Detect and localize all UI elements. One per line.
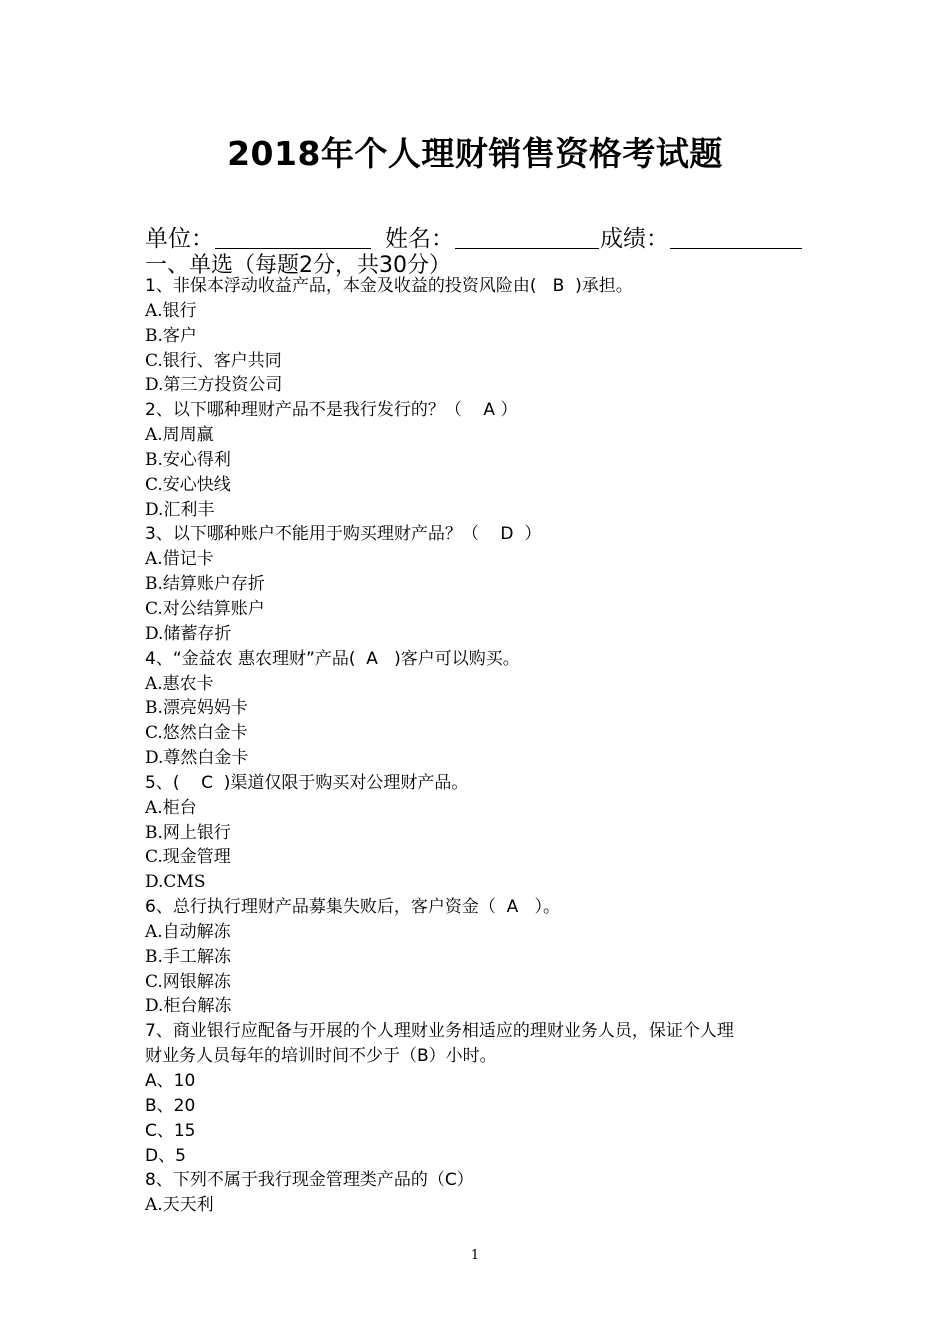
page-number: 1 bbox=[470, 1248, 480, 1263]
option: A.周周赢 bbox=[145, 425, 214, 446]
option: B.客户 bbox=[145, 325, 197, 346]
question-4: 4、“金益农 惠农理财”产品( A )客户可以购买。 bbox=[145, 648, 520, 669]
option: D.储蓄存折 bbox=[145, 623, 232, 644]
question-3: 3、以下哪种账户不能用于购买理财产品？（ D ） bbox=[145, 524, 542, 545]
option: C、15 bbox=[145, 1120, 196, 1141]
question-7-continued: 财业务人员每年的培训时间不少于（B）小时。 bbox=[145, 1046, 497, 1067]
question-list bbox=[145, 274, 813, 1218]
score-label: 成绩： bbox=[600, 226, 669, 252]
question-1: 1、非保本浮动收益产品，本金及收益的投资风险由( B )承担。 bbox=[145, 276, 633, 296]
question-6: 6、总行执行理财产品募集失败后，客户资金（ A ）。 bbox=[145, 897, 560, 918]
option: A.柜台 bbox=[145, 797, 197, 818]
exam-title: 2018年个人理财销售资格考试题 bbox=[227, 134, 723, 173]
question-2: 2、以下哪种理财产品不是我行发行的？（ A ） bbox=[145, 400, 518, 421]
option: D.尊然白金卡 bbox=[145, 748, 249, 769]
option: A.惠农卡 bbox=[145, 673, 214, 694]
option: B.结算账户存折 bbox=[145, 574, 265, 595]
option: D、5 bbox=[145, 1145, 186, 1166]
unit-label: 单位： bbox=[145, 226, 214, 252]
option: C.对公结算账户 bbox=[145, 598, 265, 619]
option: C.现金管理 bbox=[145, 847, 231, 868]
question-7: 7、商业银行应配备与开展的个人理财业务相适应的理财业务人员，保证个人理 bbox=[145, 1021, 734, 1042]
option: B.手工解冻 bbox=[145, 946, 231, 967]
question-8: 8、下列不属于我行现金管理类产品的（C） bbox=[145, 1170, 474, 1191]
option: D.柜台解冻 bbox=[145, 996, 232, 1017]
option: B、20 bbox=[145, 1095, 196, 1116]
option: B.网上银行 bbox=[145, 822, 231, 843]
section-heading: 一、单选（每题2分，共30分） bbox=[145, 253, 451, 278]
option: D.汇利丰 bbox=[145, 499, 215, 520]
option: A.天天利 bbox=[145, 1195, 214, 1216]
option: B.漂亮妈妈卡 bbox=[145, 698, 248, 719]
option: A.银行 bbox=[145, 300, 197, 321]
option: D.CMS bbox=[145, 872, 206, 893]
question-5: 5、( C )渠道仅限于购买对公理财产品。 bbox=[145, 772, 469, 793]
name-blank[interactable] bbox=[455, 248, 599, 249]
option: C.网银解冻 bbox=[145, 971, 231, 992]
score-blank[interactable] bbox=[670, 248, 802, 249]
option: A.借记卡 bbox=[145, 549, 214, 570]
option: A、10 bbox=[145, 1071, 196, 1091]
option: B.安心得利 bbox=[145, 449, 231, 470]
option: C.安心快线 bbox=[145, 474, 231, 495]
option: C.悠然白金卡 bbox=[145, 723, 248, 744]
option: A.自动解冻 bbox=[145, 921, 231, 942]
option: C.银行、客户共同 bbox=[145, 350, 282, 371]
option: D.第三方投资公司 bbox=[145, 375, 283, 396]
name-label: 姓名： bbox=[385, 226, 454, 252]
